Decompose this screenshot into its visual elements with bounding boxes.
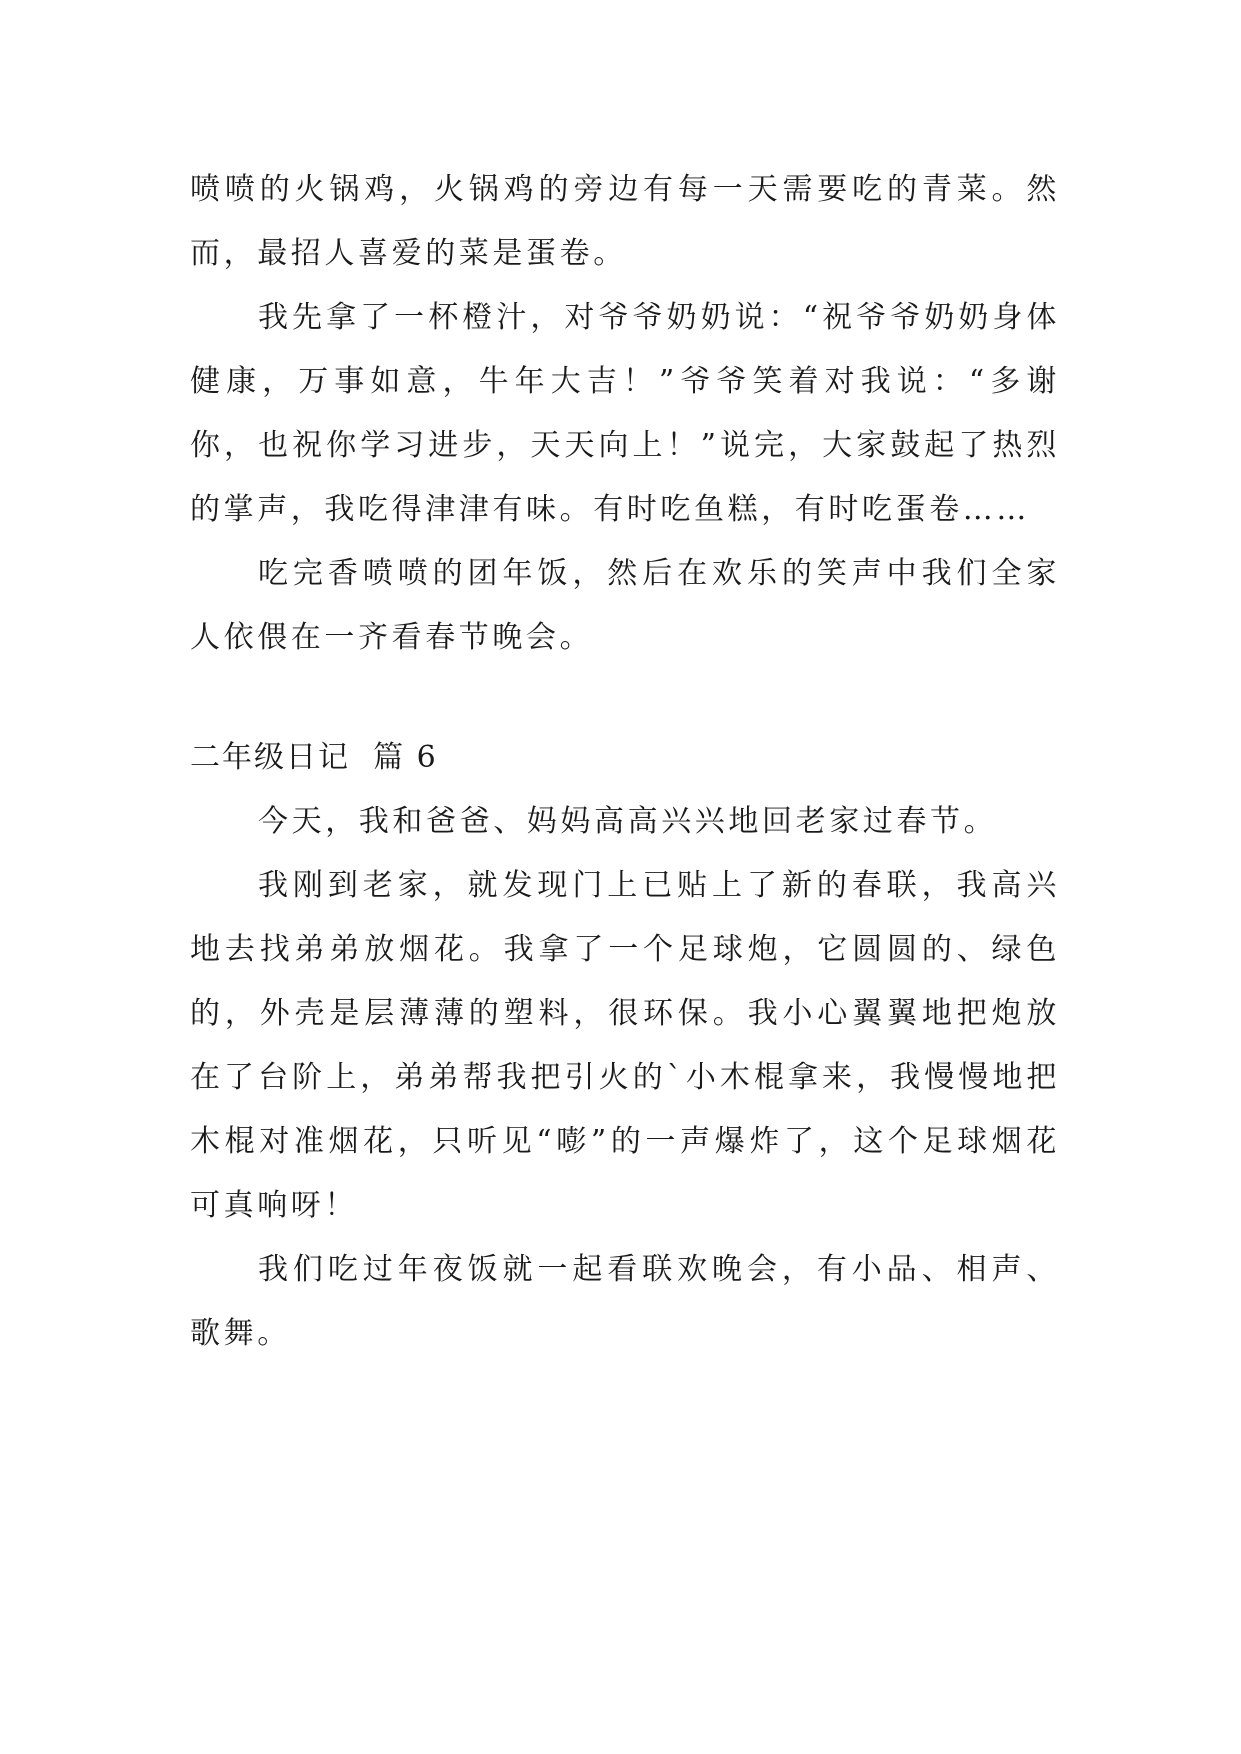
paragraph-evening: 我们吃过年夜饭就一起看联欢晚会，有小品、相声、歌舞。 xyxy=(190,1252,1060,1351)
paragraph-gala: 吃完香喷喷的团年饭，然后在欢乐的笑声中我们全家人依偎在一齐看春节晚会。 xyxy=(190,556,1060,655)
section-title: 二年级日记 篇 6 xyxy=(190,740,438,775)
paragraph-continuation: 喷喷的火锅鸡，火锅鸡的旁边有每一天需要吃的青菜。然而，最招人喜爱的菜是蛋卷。 xyxy=(190,172,1060,271)
document-body xyxy=(190,158,1060,1366)
section-spacer xyxy=(190,670,1060,726)
paragraph-toast: 我先拿了一杯橙汁，对爷爷奶奶说：“祝爷爷奶奶身体健康，万事如意，牛年大吉！”爷爷笑着对我说：“多谢你，也祝你学习进步，天天向上！”说完，大家鼓起了热烈的掌声，我吃得津津有味。有时吃鱼糕，有时吃蛋卷…… xyxy=(190,300,1060,527)
paragraph-homecoming: 今天，我和爸爸、妈妈高高兴兴地回老家过春节。 xyxy=(258,804,998,839)
paragraph-fireworks: 我刚到老家，就发现门上已贴上了新的春联，我高兴地去找弟弟放烟花。我拿了一个足球炮，它圆圆的、绿色的，外壳是层薄薄的塑料，很环保。我小心翼翼地把炮放在了台阶上，弟弟帮我把引火的`小木棍拿来，我慢慢地把木棍对准烟花，只听见“嘭”的一声爆炸了，这个足球烟花可真响呀！ xyxy=(190,868,1060,1223)
